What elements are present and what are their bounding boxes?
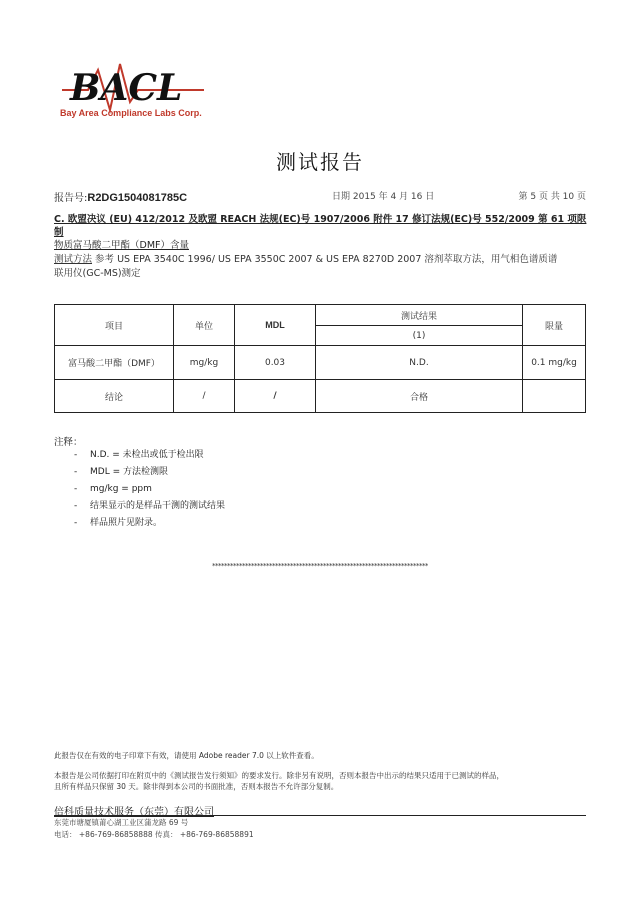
company-contact: [54, 817, 254, 841]
method-text: 参考 US EPA 3540C 1996/ US EPA 3550C 2007 & US EPA 8270D 2007 溶剂萃取方法，用气相色谱质谱: [95, 254, 558, 265]
bacl-logo: [58, 56, 208, 124]
report-title: 测试报告: [276, 150, 364, 174]
header-limit: 限量: [523, 305, 586, 346]
note-item: - mg/kg = ppm: [74, 481, 225, 498]
header-mdl: MDL: [235, 305, 316, 346]
logo-subtitle: Bay Area Compliance Labs Corp.: [60, 108, 202, 118]
method-label: 测试方法: [54, 254, 93, 265]
footer-terms: [54, 770, 589, 792]
footer-validity: 此报告仅在有效的电子印章下有效，请使用 Adobe reader 7.0 以上软件查看。: [54, 751, 319, 760]
test-method: [54, 253, 589, 281]
conclusion-unit: /: [174, 380, 235, 413]
logo-mark: BACL: [70, 67, 183, 109]
conclusion-mdl: /: [235, 380, 316, 413]
conclusion-result: 合格: [316, 380, 523, 413]
header-item: 项目: [55, 305, 174, 346]
results-table: [54, 304, 586, 413]
report-number: 报告号:R2DG1504081785C: [54, 192, 188, 204]
header-unit: 单位: [174, 305, 235, 346]
company-address: 东莞市塘厦镇莆心湖工业区蒲龙路 69 号: [54, 818, 189, 827]
note-item: - MDL = 方法检测限: [74, 464, 225, 481]
conclusion-item: 结论: [55, 380, 174, 413]
row-unit: mg/kg: [174, 346, 235, 380]
report-date: 日期 2015 年 4 月 16 日: [332, 192, 435, 202]
header-result: 测试结果: [316, 305, 523, 326]
end-divider: ************************************************************************: [212, 562, 428, 570]
company-phone: 电话： +86-769-86858888 传真： +86-769-86858891: [54, 830, 254, 839]
notes-list: [74, 447, 225, 532]
conclusion-limit: [523, 380, 586, 413]
row-limit: 0.1 mg/kg: [523, 346, 586, 380]
note-item: - 样品照片见附录。: [74, 515, 225, 532]
footer-terms-line-1: 本报告是公司依据打印在附页中的《测试报告发行须知》的要求发行。除非另有说明，否则本报告中出示的结果只适用于已测试的样品，: [54, 771, 504, 780]
row-result: N.D.: [316, 346, 523, 380]
row-mdl: 0.03: [235, 346, 316, 380]
footer-rule: [54, 815, 586, 816]
table-row: [55, 346, 586, 380]
section-line-2: 物质富马酸二甲酯（DMF）含量: [54, 240, 189, 251]
notes-title: 注释：: [54, 437, 83, 448]
company-name: 倍科质量技术服务（东莞）有限公司: [54, 807, 214, 818]
note-item: - N.D. = 未检出或低于检出限: [74, 447, 225, 464]
note-item: - 结果显示的是样品干测的测试结果: [74, 498, 225, 515]
footer-terms-line-2: 且所有样品只保留 30 天。除非得到本公司的书面批准，否则本报告不允许部分复制。: [54, 782, 339, 791]
section-line-1: C. 欧盟决议 (EU) 412/2012 及欧盟 REACH 法规(EC)号 1907/2006 附件 17 修订法规(EC)号 552/2009 第 61 项限制: [54, 214, 587, 238]
conclusion-row: [55, 380, 586, 413]
row-item: 富马酸二甲酯（DMF）: [55, 346, 174, 380]
page-number: 第 5 页 共 10 页: [518, 192, 586, 202]
header-result-sub: (1): [316, 326, 523, 346]
method-text-2: 联用仪(GC-MS)测定: [54, 268, 141, 279]
section-heading: [54, 213, 589, 252]
